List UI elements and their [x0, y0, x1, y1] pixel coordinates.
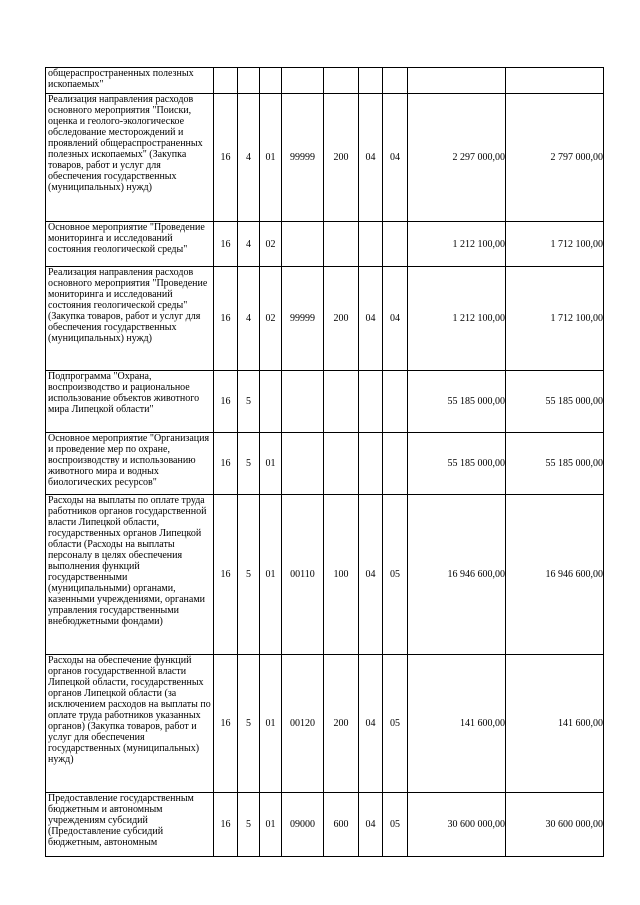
table-row	[46, 371, 604, 433]
code-cell-3: 02	[260, 222, 282, 267]
code-cell-7: 05	[383, 655, 408, 793]
code-cell-3	[260, 68, 282, 94]
code-cell-3: 01	[260, 495, 282, 655]
code-cell-5	[324, 222, 359, 267]
code-cell-7	[383, 371, 408, 433]
row-name-cell: Расходы на выплаты по оплате труда работников органов государственной власти Липецкой области, государственных органов Липецкой области (Расходы на выплаты персоналу в целях обеспечения выполнения функций государственными (муниципальными) органами, казенными учреждениями, органами управления государственными внебюджетными фондами)	[46, 495, 214, 655]
amount-cell-2: 1 712 100,00	[506, 267, 604, 371]
code-cell-5: 100	[324, 495, 359, 655]
code-cell-4	[282, 68, 324, 94]
code-cell-7	[383, 222, 408, 267]
amount-cell-1: 141 600,00	[408, 655, 506, 793]
code-cell-5	[324, 68, 359, 94]
code-cell-1: 16	[214, 495, 238, 655]
code-cell-4: 99999	[282, 267, 324, 371]
code-cell-5: 200	[324, 655, 359, 793]
code-cell-4: 09000	[282, 793, 324, 857]
table-row	[46, 433, 604, 495]
amount-cell-2: 141 600,00	[506, 655, 604, 793]
code-cell-2: 4	[238, 222, 260, 267]
code-cell-3	[260, 371, 282, 433]
amount-cell-2: 16 946 600,00	[506, 495, 604, 655]
table-row	[46, 793, 604, 857]
table-row	[46, 495, 604, 655]
code-cell-1: 16	[214, 222, 238, 267]
row-name-cell: Подпрограмма "Охрана, воспроизводство и рациональное использование объектов животного мира Липецкой области"	[46, 371, 214, 433]
code-cell-5: 200	[324, 267, 359, 371]
code-cell-5: 600	[324, 793, 359, 857]
row-name-cell: общераспространенных полезных ископаемых"	[46, 68, 214, 94]
code-cell-7	[383, 68, 408, 94]
code-cell-6: 04	[359, 94, 383, 222]
code-cell-3: 02	[260, 267, 282, 371]
amount-cell-1: 30 600 000,00	[408, 793, 506, 857]
budget-table	[45, 67, 604, 857]
amount-cell-2: 55 185 000,00	[506, 433, 604, 495]
code-cell-7: 04	[383, 267, 408, 371]
code-cell-6: 04	[359, 655, 383, 793]
code-cell-4: 00120	[282, 655, 324, 793]
table-row	[46, 68, 604, 94]
amount-cell-1: 1 212 100,00	[408, 267, 506, 371]
code-cell-1	[214, 68, 238, 94]
code-cell-7: 05	[383, 495, 408, 655]
code-cell-3: 01	[260, 433, 282, 495]
code-cell-1: 16	[214, 94, 238, 222]
code-cell-4	[282, 222, 324, 267]
code-cell-5	[324, 371, 359, 433]
table-row	[46, 94, 604, 222]
code-cell-7: 05	[383, 793, 408, 857]
code-cell-1: 16	[214, 433, 238, 495]
amount-cell-2: 30 600 000,00	[506, 793, 604, 857]
code-cell-2: 5	[238, 655, 260, 793]
code-cell-6: 04	[359, 495, 383, 655]
code-cell-2: 5	[238, 433, 260, 495]
amount-cell-2	[506, 68, 604, 94]
amount-cell-1: 55 185 000,00	[408, 371, 506, 433]
code-cell-6	[359, 68, 383, 94]
table-row	[46, 267, 604, 371]
row-name-cell: Расходы на обеспечение функций органов государственной власти Липецкой области, государственных органов Липецкой области (за исключением расходов на выплаты по оплате труда работников указанных органов) (Закупка товаров, работ и услуг для обеспечения государственных (муниципальных) нужд)	[46, 655, 214, 793]
table-row	[46, 222, 604, 267]
row-name-cell: Основное мероприятие "Организация и проведение мер по охране, воспроизводству и использованию животного мира и водных биологических ресурсов"	[46, 433, 214, 495]
row-name-cell: Реализация направления расходов основного мероприятия "Поиски, оценка и геолого-экологическое обследование месторождений и проявлений общераспространенных полезных ископаемых" (Закупка товаров, работ и услуг для обеспечения государственных (муниципальных) нужд)	[46, 94, 214, 222]
code-cell-7	[383, 433, 408, 495]
row-name-cell: Реализация направления расходов основного мероприятия "Проведение мониторинга и исследований состояния геологической среды" (Закупка товаров, работ и услуг для обеспечения государственных (муниципальных) нужд)	[46, 267, 214, 371]
amount-cell-1: 1 212 100,00	[408, 222, 506, 267]
code-cell-4: 99999	[282, 94, 324, 222]
code-cell-7: 04	[383, 94, 408, 222]
code-cell-2: 5	[238, 793, 260, 857]
code-cell-1: 16	[214, 793, 238, 857]
code-cell-6	[359, 222, 383, 267]
amount-cell-1: 55 185 000,00	[408, 433, 506, 495]
code-cell-4	[282, 371, 324, 433]
code-cell-6: 04	[359, 793, 383, 857]
code-cell-4	[282, 433, 324, 495]
amount-cell-2: 2 797 000,00	[506, 94, 604, 222]
code-cell-2: 4	[238, 94, 260, 222]
code-cell-2	[238, 68, 260, 94]
amount-cell-1: 16 946 600,00	[408, 495, 506, 655]
code-cell-2: 5	[238, 495, 260, 655]
code-cell-5	[324, 433, 359, 495]
code-cell-3: 01	[260, 793, 282, 857]
code-cell-3: 01	[260, 94, 282, 222]
row-name-cell: Предоставление государственным бюджетным и автономным учреждениям субсидий (Предоставление субсидий бюджетным, автономным	[46, 793, 214, 857]
code-cell-6	[359, 371, 383, 433]
amount-cell-2: 55 185 000,00	[506, 371, 604, 433]
code-cell-1: 16	[214, 371, 238, 433]
code-cell-2: 4	[238, 267, 260, 371]
code-cell-2: 5	[238, 371, 260, 433]
table-row	[46, 655, 604, 793]
amount-cell-1: 2 297 000,00	[408, 94, 506, 222]
code-cell-6	[359, 433, 383, 495]
code-cell-4: 00110	[282, 495, 324, 655]
code-cell-1: 16	[214, 267, 238, 371]
code-cell-3: 01	[260, 655, 282, 793]
code-cell-6: 04	[359, 267, 383, 371]
amount-cell-2: 1 712 100,00	[506, 222, 604, 267]
code-cell-5: 200	[324, 94, 359, 222]
row-name-cell: Основное мероприятие "Проведение мониторинга и исследований состояния геологической среды"	[46, 222, 214, 267]
code-cell-1: 16	[214, 655, 238, 793]
amount-cell-1	[408, 68, 506, 94]
